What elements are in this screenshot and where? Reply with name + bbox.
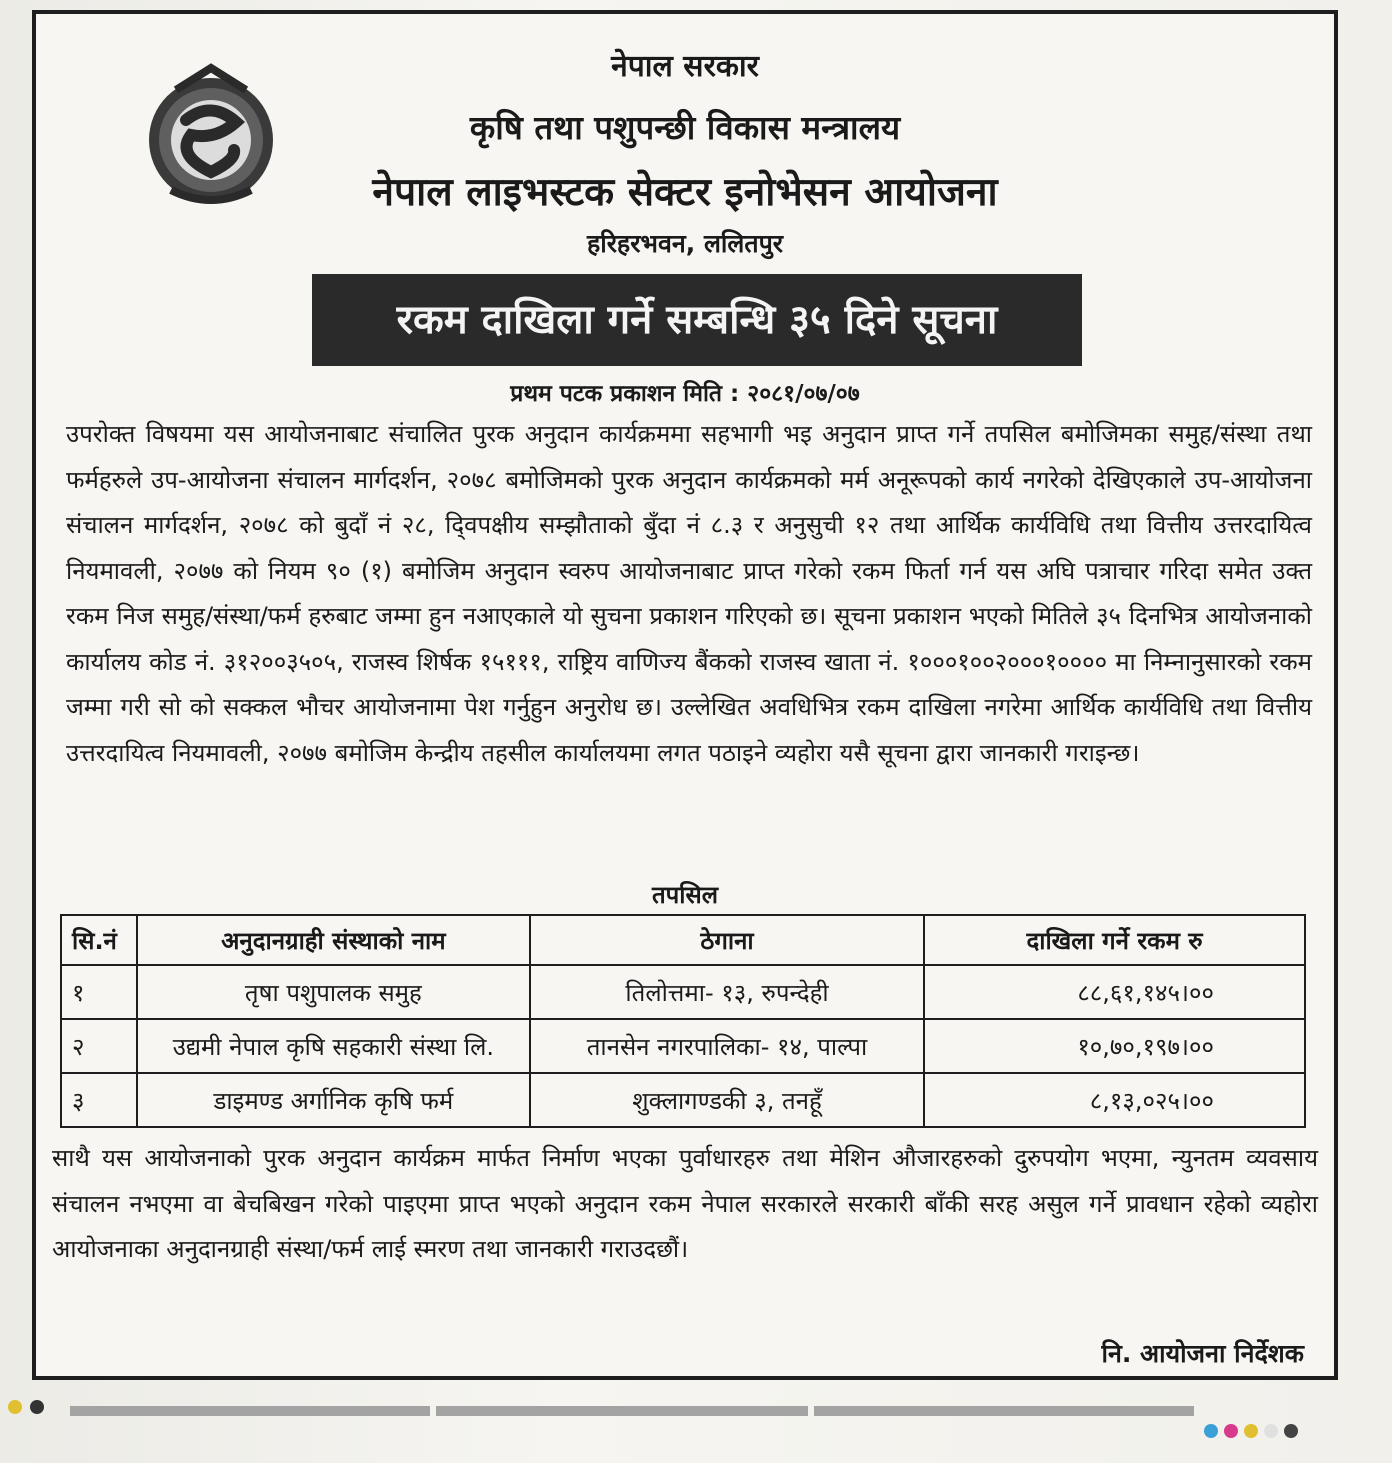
registration-dot [8, 1400, 22, 1414]
government-title: नेपाल सरकार [611, 49, 759, 84]
header-amount: दाखिला गर्ने रकम रु [924, 915, 1305, 965]
row-org-name: तृषा पशुपालक समुह [137, 965, 530, 1019]
schedule-title: तपसिल [651, 881, 719, 909]
table-row [61, 1019, 1305, 1073]
row-org-name: उद्यमी नेपाल कृषि सहकारी संस्था लि. [137, 1019, 530, 1073]
table-row [61, 965, 1305, 1019]
row-address: शुक्लागण्डकी ३, तनहूँ [530, 1073, 924, 1127]
registration-dot [1264, 1424, 1278, 1438]
header-serial: सि.नं [61, 915, 137, 965]
print-strip-bar [436, 1406, 808, 1416]
notice-banner: रकम दाखिला गर्ने सम्बन्धि ३५ दिने सूचना [312, 274, 1082, 366]
signoff: नि. आयोजना निर्देशक [1101, 1339, 1304, 1368]
row-amount: ८,१३,०२५।०० [924, 1073, 1305, 1127]
row-address: तानसेन नगरपालिका- १४, पाल्पा [530, 1019, 924, 1073]
print-strip-bar [814, 1406, 1194, 1416]
row-address: तिलोत्तमा- १३, रुपन्देही [530, 965, 924, 1019]
registration-dot [1244, 1424, 1258, 1438]
project-address: हरिहरभवन, ललितपुर [586, 229, 784, 258]
registration-dot [30, 1400, 44, 1414]
schedule-table [60, 914, 1306, 1128]
header-address: ठेगाना [530, 915, 924, 965]
row-serial: २ [61, 1019, 137, 1073]
notice-box [32, 10, 1338, 1380]
table-row [61, 1073, 1305, 1127]
registration-dot [1224, 1424, 1238, 1438]
table-header-row [61, 915, 1305, 965]
project-title: नेपाल लाइभस्टक सेक्टर इनोभेसन आयोजना [372, 170, 998, 215]
row-serial: ३ [61, 1073, 137, 1127]
row-amount: १०,७०,१९७।०० [924, 1019, 1305, 1073]
registration-dot [1284, 1424, 1298, 1438]
body-paragraph: उपरोक्त विषयमा यस आयोजनाबाट संचालित पुरक अनुदान कार्यक्रममा सहभागी भइ अनुदान प्राप्त गर्ने तपसिल बमोजिमका समुह/संस्था तथा फर्महरुले उप-आयोजना संचालन मार्गदर्शन, २०७८ बमोजिमको पुरक अनुदान कार्यक्रमको मर्म अनूरूपको कार्य नगरेको देखिएकाले उप-आयोजना संचालन मार्गदर्शन, २०७८ को बुदाँ नं २८, दि्वपक्षीय सम्झौताको बुँदा नं ८.३ र अनुसुची १२ तथा आर्थिक कार्यविधि तथा वित्तीय उत्तरदायित्व नियमावली, २०७७ को नियम ९० (१) बमोजिम अनुदान स्वरुप आयोजनाबाट प्राप्त गरेको रकम फिर्ता गर्न यस अघि पत्राचार गरिदा समेत उक्त रकम निज समुह/संस्था/फर्म हरुबाट जम्मा हुन नआएकाले यो सुचना प्रकाशन गरिएको छ। सूचना प्रकाशन भएको मितिले ३५ दिनभित्र आयोजनाको कार्यालय कोड नं. ३१२००३५०५, राजस्व शिर्षक १५१११, राष्ट्रिय वाणिज्य बैंकको राजस्व खाता नं. १०००१००२०००१०००० मा निम्नानुसारको रकम जम्मा गरी सो को सक्कल भौचर आयोजनामा पेश गर्नुहुन अनुरोध छ। उल्लेखित अवधिभित्र रकम दाखिला नगरेमा आर्थिक कार्यविधि तथा वित्तीय उत्तरदायित्व नियमावली, २०७७ बमोजिम केन्द्रीय तहसील कार्यालयमा लगत पठाइने व्यहोरा यसै सूचना द्वारा जानकारी गराइन्छ। [66, 420, 1312, 767]
publication-date: प्रथम पटक प्रकाशन मिति : २०८१/०७/०७ [510, 381, 860, 407]
row-amount: ८८,६१,१४५।०० [924, 965, 1305, 1019]
row-serial: १ [61, 965, 137, 1019]
closing-paragraph: साथै यस आयोजनाको पुरक अनुदान कार्यक्रम मार्फत निर्माण भएका पुर्वाधारहरु तथा मेशिन औजारहरुको दुरुपयोग भएमा, न्युनतम व्यवसाय संचालन नभएमा वा बेचबिखन गरेको पाइएमा प्राप्त भएको अनुदान रकम नेपाल सरकारले सरकारी बाँकी सरह असुल गर्ने प्रावधान रहेको व्यहोरा आयोजनाका अनुदानग्राही संस्था/फर्म लाई स्मरण तथा जानकारी गराउदछौं। [52, 1144, 1318, 1263]
print-strip-bar [70, 1406, 430, 1416]
registration-dot [1204, 1424, 1218, 1438]
row-org-name: डाइमण्ड अर्गानिक कृषि फर्म [137, 1073, 530, 1127]
header-org-name: अनुदानग्राही संस्थाको नाम [137, 915, 530, 965]
ministry-title: कृषि तथा पशुपन्छी विकास मन्त्रालय [469, 108, 901, 147]
